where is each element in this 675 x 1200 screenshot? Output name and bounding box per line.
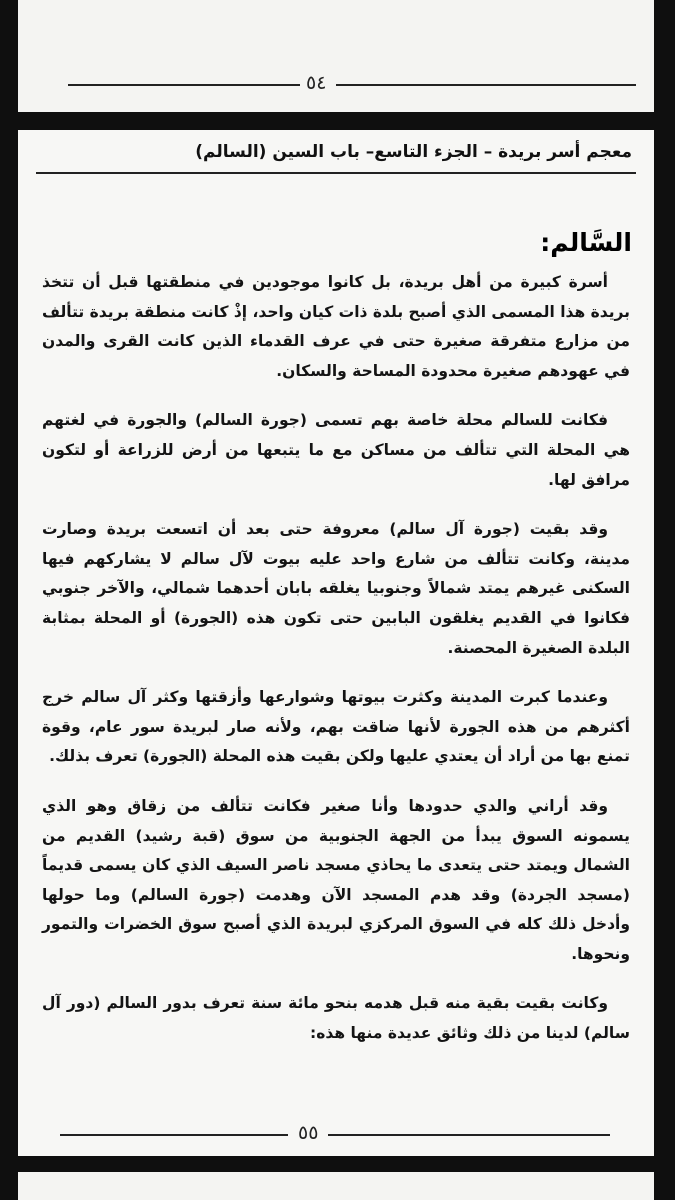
previous-page-fragment [18,0,654,112]
paragraph: وقد بقيت (جورة آل سالم) معروفة حتى بعد أن اتسعت بريدة وصارت مدينة، وكانت تتألف من شارع واحد عليه بيوت لآل سالم لا يشاركهم فيها السكنى غيرهم يمتد شمالاً وجنوبيا يغلقه بابان أحدهما شمالي، والآخر جنوبي فكانوا في القديم يغلقون البابين حتى تكون هذه (الجورة) أو المحلة بمثابة البلدة الصغيرة المحصنة. [42,520,630,657]
paragraph: فكانت للسالم محلة خاصة بهم تسمى (جورة السالم) والجورة في لغتهم هي المحلة التي تتألف من مساكن مع ما يتبعها من أرض للزراعة أو لتكون مرافق لها. [42,411,630,489]
paragraph: وكانت بقيت بقية منه قبل هدمه بنحو مائة سنة تعرف بدور السالم (دور آل سالم) لدينا من ذلك وثائق عديدة منها هذه: [42,994,630,1043]
page-number-bottom: ٥٥ [298,1122,319,1144]
page-number-rule-right [336,84,636,86]
paragraph: أسرة كبيرة من أهل بريدة، بل كانوا موجودين في منطقتها قبل أن تتخذ بريدة هذا المسمى الذي أصبح بلدة ذات كيان واحد، إذْ كانت منطقة بريدة تتألف من مزارع متفرقة صغيرة حتى في عرف القدماء الذين كانت القرى والمدن في عهودهم صغيرة محدودة المساحة والسكان. [42,273,630,380]
page-number-top: ٥٤ [306,72,327,94]
footer-rule-right [328,1134,610,1136]
footer-rule-left [60,1134,288,1136]
paragraph: وعندما كبرت المدينة وكثرت بيوتها وشوارعها وأزقتها وكثر آل سالم خرج أكثرهم من هذه الجورة لأنها ضاقت بهم، ولأنه صار لبريدة سور عام، وقوة تمنع بها من أراد أن يعتدي عليها ولكن بقيت هذه المحلة (الجورة) تعرف بذلك. [42,688,630,766]
paragraph: وقد أراني والدي حدودها وأنا صغير فكانت تتألف من زقاق وهو الذي يسمونه السوق يبدأ من الجهة الجنوبية من سوق (قبة رشيد) القديم من الشمال ويمتد حتى يتعدى ما يحاذي مسجد ناصر السيف الذي كان يسمى قديماً (مسجد الجردة) وقد هدم المسجد الآن وهدمت (جورة السالم) وما حولها وأدخل ذلك كله في السوق المركزي لبريدة الذي أصبح سوق الخضرات والتمور ونحوها. [42,796,630,963]
entry-title: السَّالم: [540,228,632,257]
book-page [18,130,654,1156]
running-header: معجم أسر بريدة – الجزء التاسع– باب السين (السالم) [195,142,632,162]
header-rule [36,172,636,174]
page-number-rule-left [68,84,300,86]
next-page-fragment [18,1172,654,1200]
entry-body [42,268,630,1069]
